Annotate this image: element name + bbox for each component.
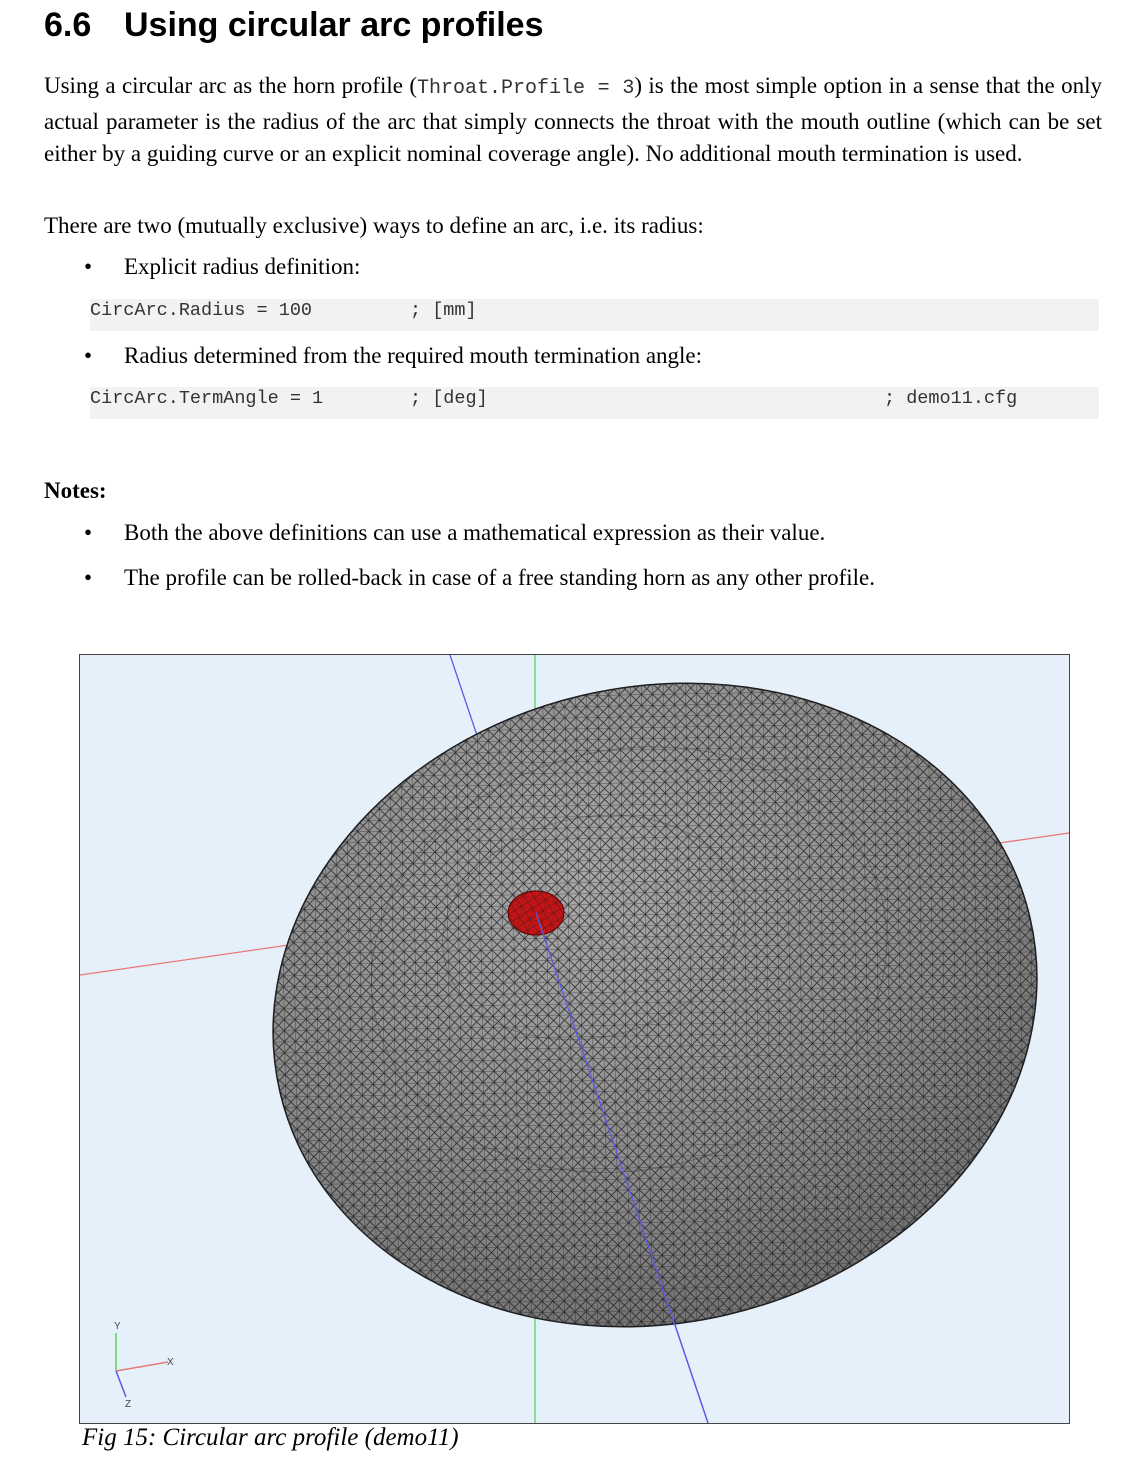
note-text: The profile can be rolled-back in case of a free standing horn as any other profile. [124,565,876,590]
bullet-icon: • [84,565,93,590]
definition-label-radius: Explicit radius definition: [124,254,361,279]
code-radius: CircArc.Radius = 100 [90,300,313,321]
ways-intro: There are two (mutually exclusive) ways to define an arc, i.e. its radius: [44,213,704,238]
section-number: 6.6 [44,6,92,44]
code-block-radius [90,299,1099,331]
horn-mesh [208,655,1069,1401]
triad-x-label: X [167,1357,174,1368]
section-title: Using circular arc profiles [124,6,544,44]
inline-code-throat-profile: Throat.Profile = 3 [417,77,635,100]
code-term-angle: CircArc.TermAngle = 1 [90,388,324,409]
code-comment-radius: ; [mm] [410,300,477,321]
definition-label-term-angle: Radius determined from the required mouth termination angle: [124,343,703,368]
mesh-render [80,655,1069,1423]
note-text: Both the above definitions can use a mathematical expression as their value. [124,520,826,545]
intro-paragraph [44,70,1102,171]
intro-text-start: Using a circular arc as the horn profile ( [44,73,417,98]
code-block-term-angle [90,387,1099,419]
triad-y-label: Y [114,1321,121,1332]
bullet-icon: • [84,254,93,279]
triad-z-label: Z [125,1399,132,1410]
bullet-icon: • [84,520,93,545]
notes-heading: Notes: [44,478,107,503]
axis-triad [114,1321,174,1410]
section-heading [44,6,544,45]
code-comment-file: ; demo11.cfg [884,388,1018,409]
figure-horn-mesh [79,654,1070,1424]
intro-text-end: ) is the most simple option in a sense that the only actual parameter is the radius of the arc that simply connects the throat with the mouth outline (which can be set either by a guiding curve or an explicit nominal coverage angle). No additional mouth termination is used. [44,73,1102,166]
code-comment-term-angle: ; [deg] [410,388,488,409]
figure-caption: Fig 15: Circular arc profile (demo11) [82,1424,459,1451]
bullet-icon: • [84,343,93,368]
